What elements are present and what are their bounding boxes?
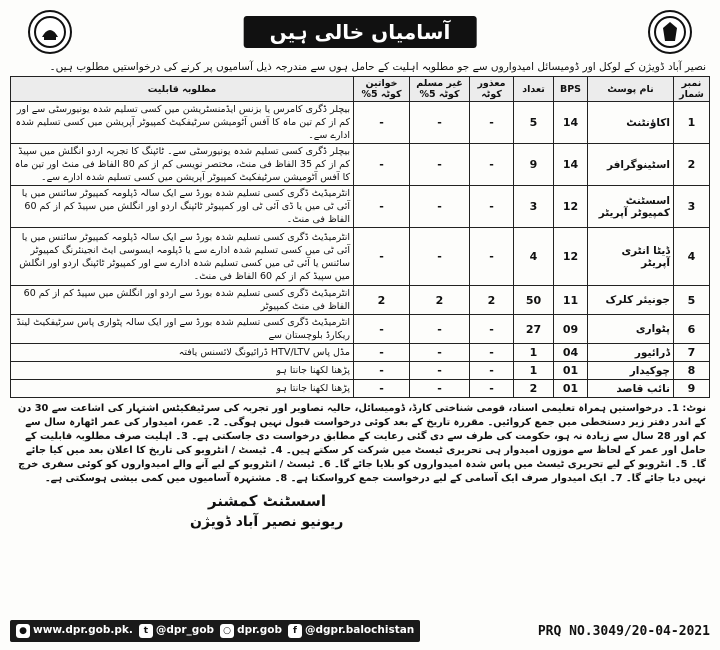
header-women: خواتین کوٹہ 5% xyxy=(354,77,410,102)
cell-count: 2 xyxy=(514,380,554,398)
intro-text: نصیر آباد ڈویژن کے لوکل اور ڈومیسائل امیدواروں سے جو مطلوبہ اہلیت کے حامل ہوں سے مندرجہ ذیل آسامیوں پر کرنے کی درخواستیں مطلوب ہیں۔ xyxy=(49,61,706,73)
signature-office: ریونیو نصیر آباد ڈویژن xyxy=(190,514,344,530)
footer xyxy=(10,618,710,644)
cell-bps: 04 xyxy=(554,344,588,362)
cell-sr: 9 xyxy=(674,380,710,398)
table-row xyxy=(11,362,710,380)
cell-sr: 1 xyxy=(674,102,710,144)
cell-post: جونیئر کلرک xyxy=(588,286,674,315)
cell-women: - xyxy=(354,186,410,228)
twitter-icon: t xyxy=(139,624,153,638)
notes-text: نوٹ: 1۔ درخواستیں ہمراہ تعلیمی اسناد، قومی شناختی کارڈ، ڈومیسائل، حالیہ تصاویر اور تجربہ کی سرٹیفکیٹس اشتہار کی اشاعت سے 30 دن کے اندر دفتر زیر دستخطی میں جمع کروائیں۔ مقررہ تاریخ کے بعد کوئی درخواست قبول نہیں ہوگی۔ 2۔ عمر، امیدوار کی عمر اٹھارہ سال سے کم اور 28 سال سے زیادہ نہ ہو، حکومت کی طرف سے دی گئی رعایت کے مطابق درخواست دی جاسکتی ہے۔ 3۔ اہلیت صرف مطلوبہ قابلیت کے حامل اور عمر کے لحاظ سے موزوں امیدوار ہی تحریری ٹیسٹ میں شرکت کر سکتے ہیں۔ 4۔ ٹیسٹ / انٹرویو کی تاریخ کا اعلان بعد میں کیا جائے گا۔ 5۔ انٹرویو کے لیے تحریری ٹیسٹ میں پاس شدہ امیدواروں کو بلایا جائے گا۔ 6۔ ٹیسٹ / انٹرویو کے لیے آنے والے امیدواروں کو کوئی سفری خرچ نہیں دیا جائے گا۔ 7۔ ایک امیدوار صرف ایک آسامی کے لیے درخواست جمع کرواسکتا ہے۔ 8۔ مشتہرہ آسامیوں میں کمی بیشی ہوسکتی ہے۔ xyxy=(17,403,706,484)
facebook-link[interactable]: f @dgpr.balochistan xyxy=(288,624,414,638)
prq-number: PRQ NO.3049/20-04-2021 xyxy=(537,623,710,639)
cell-qualification: مڈل پاس HTV/LTV ڈرائیونگ لائسنس یافتہ xyxy=(11,344,354,362)
cell-minority: - xyxy=(410,102,470,144)
balochistan-seal-icon xyxy=(648,10,692,54)
cell-women: - xyxy=(354,144,410,186)
cell-disabled: - xyxy=(470,344,514,362)
cell-sr: 5 xyxy=(674,286,710,315)
cell-post: اسٹینوگرافر xyxy=(588,144,674,186)
cell-women: - xyxy=(354,102,410,144)
cell-post: ڈرائیور xyxy=(588,344,674,362)
cell-disabled: - xyxy=(470,102,514,144)
table-row xyxy=(11,380,710,398)
signature-block xyxy=(10,492,710,530)
table-row xyxy=(11,286,710,315)
header-post: نام پوسٹ xyxy=(588,77,674,102)
cell-women: - xyxy=(354,380,410,398)
cell-disabled: - xyxy=(470,315,514,344)
header xyxy=(10,6,710,58)
vacancy-table xyxy=(10,76,710,398)
cell-qualification: انٹرمیڈیٹ ڈگری کسی تسلیم شدہ بورڈ سے ایک سالہ ڈپلومہ کمپیوٹر سائنس میں یا آئی ٹی میں یا ڈی آئی ٹی اور کمپیوٹر ٹائپنگ اردو اور انگلش میں سپیڈ کم از کم 60 الفاظ فی منٹ۔ xyxy=(11,186,354,228)
cell-bps: 09 xyxy=(554,315,588,344)
cell-count: 5 xyxy=(514,102,554,144)
cell-bps: 12 xyxy=(554,228,588,286)
cell-qualification: انٹرمیڈیٹ ڈگری کسی تسلیم شدہ بورڈ سے اردو اور انگلش میں سپیڈ کم از کم 60 الفاظ فی منٹ کمپیوٹر xyxy=(11,286,354,315)
cell-qualification: انٹرمیڈیٹ ڈگری کسی تسلیم شدہ بورڈ سے اور ایک سالہ پٹواری پاس سرٹیفکیٹ لینڈ ریکارڈ بلوچستان سے xyxy=(11,315,354,344)
cell-qualification: پڑھنا لکھنا جانتا ہو xyxy=(11,380,354,398)
signature-title: اسسٹنٹ کمشنر xyxy=(208,492,327,510)
header-minority: غیر مسلم کوٹہ 5% xyxy=(410,77,470,102)
cell-minority: - xyxy=(410,144,470,186)
cell-disabled: - xyxy=(470,362,514,380)
cell-post: چوکیدار xyxy=(588,362,674,380)
cell-minority: - xyxy=(410,186,470,228)
cell-minority: - xyxy=(410,228,470,286)
cell-bps: 14 xyxy=(554,102,588,144)
cell-count: 9 xyxy=(514,144,554,186)
cell-sr: 4 xyxy=(674,228,710,286)
cell-post: ڈیٹا انٹری آپریٹر xyxy=(588,228,674,286)
cell-count: 4 xyxy=(514,228,554,286)
cell-count: 1 xyxy=(514,362,554,380)
cell-women: - xyxy=(354,362,410,380)
table-row xyxy=(11,344,710,362)
cell-bps: 01 xyxy=(554,380,588,398)
cell-count: 27 xyxy=(514,315,554,344)
cell-minority: - xyxy=(410,380,470,398)
facebook-icon: f xyxy=(288,624,302,638)
cell-qualification: بیچلر ڈگری کسی تسلیم شدہ یونیورسٹی سے۔ ٹائپنگ کا تجربہ اردو انگلش میں سپیڈ کم از کم 35 الفاظ فی منٹ، مختصر نویسی کم از کم 80 الفاظ فی منٹ اور تین ماہ کا آفس آٹومیشن سرٹیفکیٹ کمپیوٹر آپریشن میں کسی تسلیم شدہ ادارے سے۔ xyxy=(11,144,354,186)
cell-disabled: - xyxy=(470,144,514,186)
cell-women: 2 xyxy=(354,286,410,315)
website-link[interactable]: ● www.dpr.gob.pk. xyxy=(16,624,133,638)
cell-women: - xyxy=(354,228,410,286)
table-row xyxy=(11,144,710,186)
cell-count: 1 xyxy=(514,344,554,362)
cell-qualification: بیچلر ڈگری کامرس یا بزنس ایڈمنسٹریشن میں کسی تسلیم شدہ یونیورسٹی سے اور کم از کم تین ماہ کا آفس آٹومیشن سرٹیفکیٹ کمپیوٹر آپریشن میں کسی تسلیم شدہ ادارے سے۔ xyxy=(11,102,354,144)
header-sr: نمبر شمار xyxy=(674,77,710,102)
cell-post: پٹواری xyxy=(588,315,674,344)
cell-post: نائب قاصد xyxy=(588,380,674,398)
cell-bps: 14 xyxy=(554,144,588,186)
globe-icon: ● xyxy=(16,624,30,638)
cell-qualification: پڑھنا لکھنا جانتا ہو xyxy=(11,362,354,380)
cell-sr: 2 xyxy=(674,144,710,186)
table-header-row xyxy=(11,77,710,102)
instagram-icon: ○ xyxy=(220,624,234,638)
cell-minority: - xyxy=(410,344,470,362)
cell-minority: 2 xyxy=(410,286,470,315)
table-row xyxy=(11,186,710,228)
cell-bps: 11 xyxy=(554,286,588,315)
cell-disabled: - xyxy=(470,228,514,286)
cell-women: - xyxy=(354,344,410,362)
twitter-link[interactable]: t @dpr_gob xyxy=(139,624,214,638)
cell-women: - xyxy=(354,315,410,344)
cell-minority: - xyxy=(410,362,470,380)
instagram-link[interactable]: ○ dpr.gob xyxy=(220,624,282,638)
cell-sr: 7 xyxy=(674,344,710,362)
cell-count: 3 xyxy=(514,186,554,228)
header-qualification: مطلوبہ قابلیت xyxy=(11,77,354,102)
header-disabled: معذور کوٹہ xyxy=(470,77,514,102)
cell-post: اسسٹنٹ کمپیوٹر آپریٹر xyxy=(588,186,674,228)
page-title: آسامیاں خالی ہیں xyxy=(244,16,477,48)
cell-bps: 12 xyxy=(554,186,588,228)
cell-sr: 3 xyxy=(674,186,710,228)
cell-qualification: انٹرمیڈیٹ ڈگری کسی تسلیم شدہ بورڈ سے ایک سالہ ڈپلومہ کمپیوٹر سائنس میں یا آئی ٹی میں کسی تسلیم شدہ ادارے سے یا ڈپلومہ ایسوسی ایٹ انجینئرنگ کمپیوٹر سائنس یا آئی ٹی میں کسی تسلیم شدہ ادارے سے اور کمپیوٹر ٹائپنگ اردو اور انگلش میں سپیڈ کم از کم 60 الفاظ فی منٹ۔ xyxy=(11,228,354,286)
cell-bps: 01 xyxy=(554,362,588,380)
cell-sr: 8 xyxy=(674,362,710,380)
cell-minority: - xyxy=(410,315,470,344)
govt-emblem-left-icon xyxy=(28,10,72,54)
header-count: تعداد xyxy=(514,77,554,102)
table-row xyxy=(11,315,710,344)
social-bar xyxy=(10,620,420,642)
cell-sr: 6 xyxy=(674,315,710,344)
cell-post: اکاؤنٹنٹ xyxy=(588,102,674,144)
cell-disabled: - xyxy=(470,380,514,398)
header-bps: BPS xyxy=(554,77,588,102)
cell-disabled: - xyxy=(470,186,514,228)
cell-count: 50 xyxy=(514,286,554,315)
table-row xyxy=(11,228,710,286)
table-row xyxy=(11,102,710,144)
cell-disabled: 2 xyxy=(470,286,514,315)
